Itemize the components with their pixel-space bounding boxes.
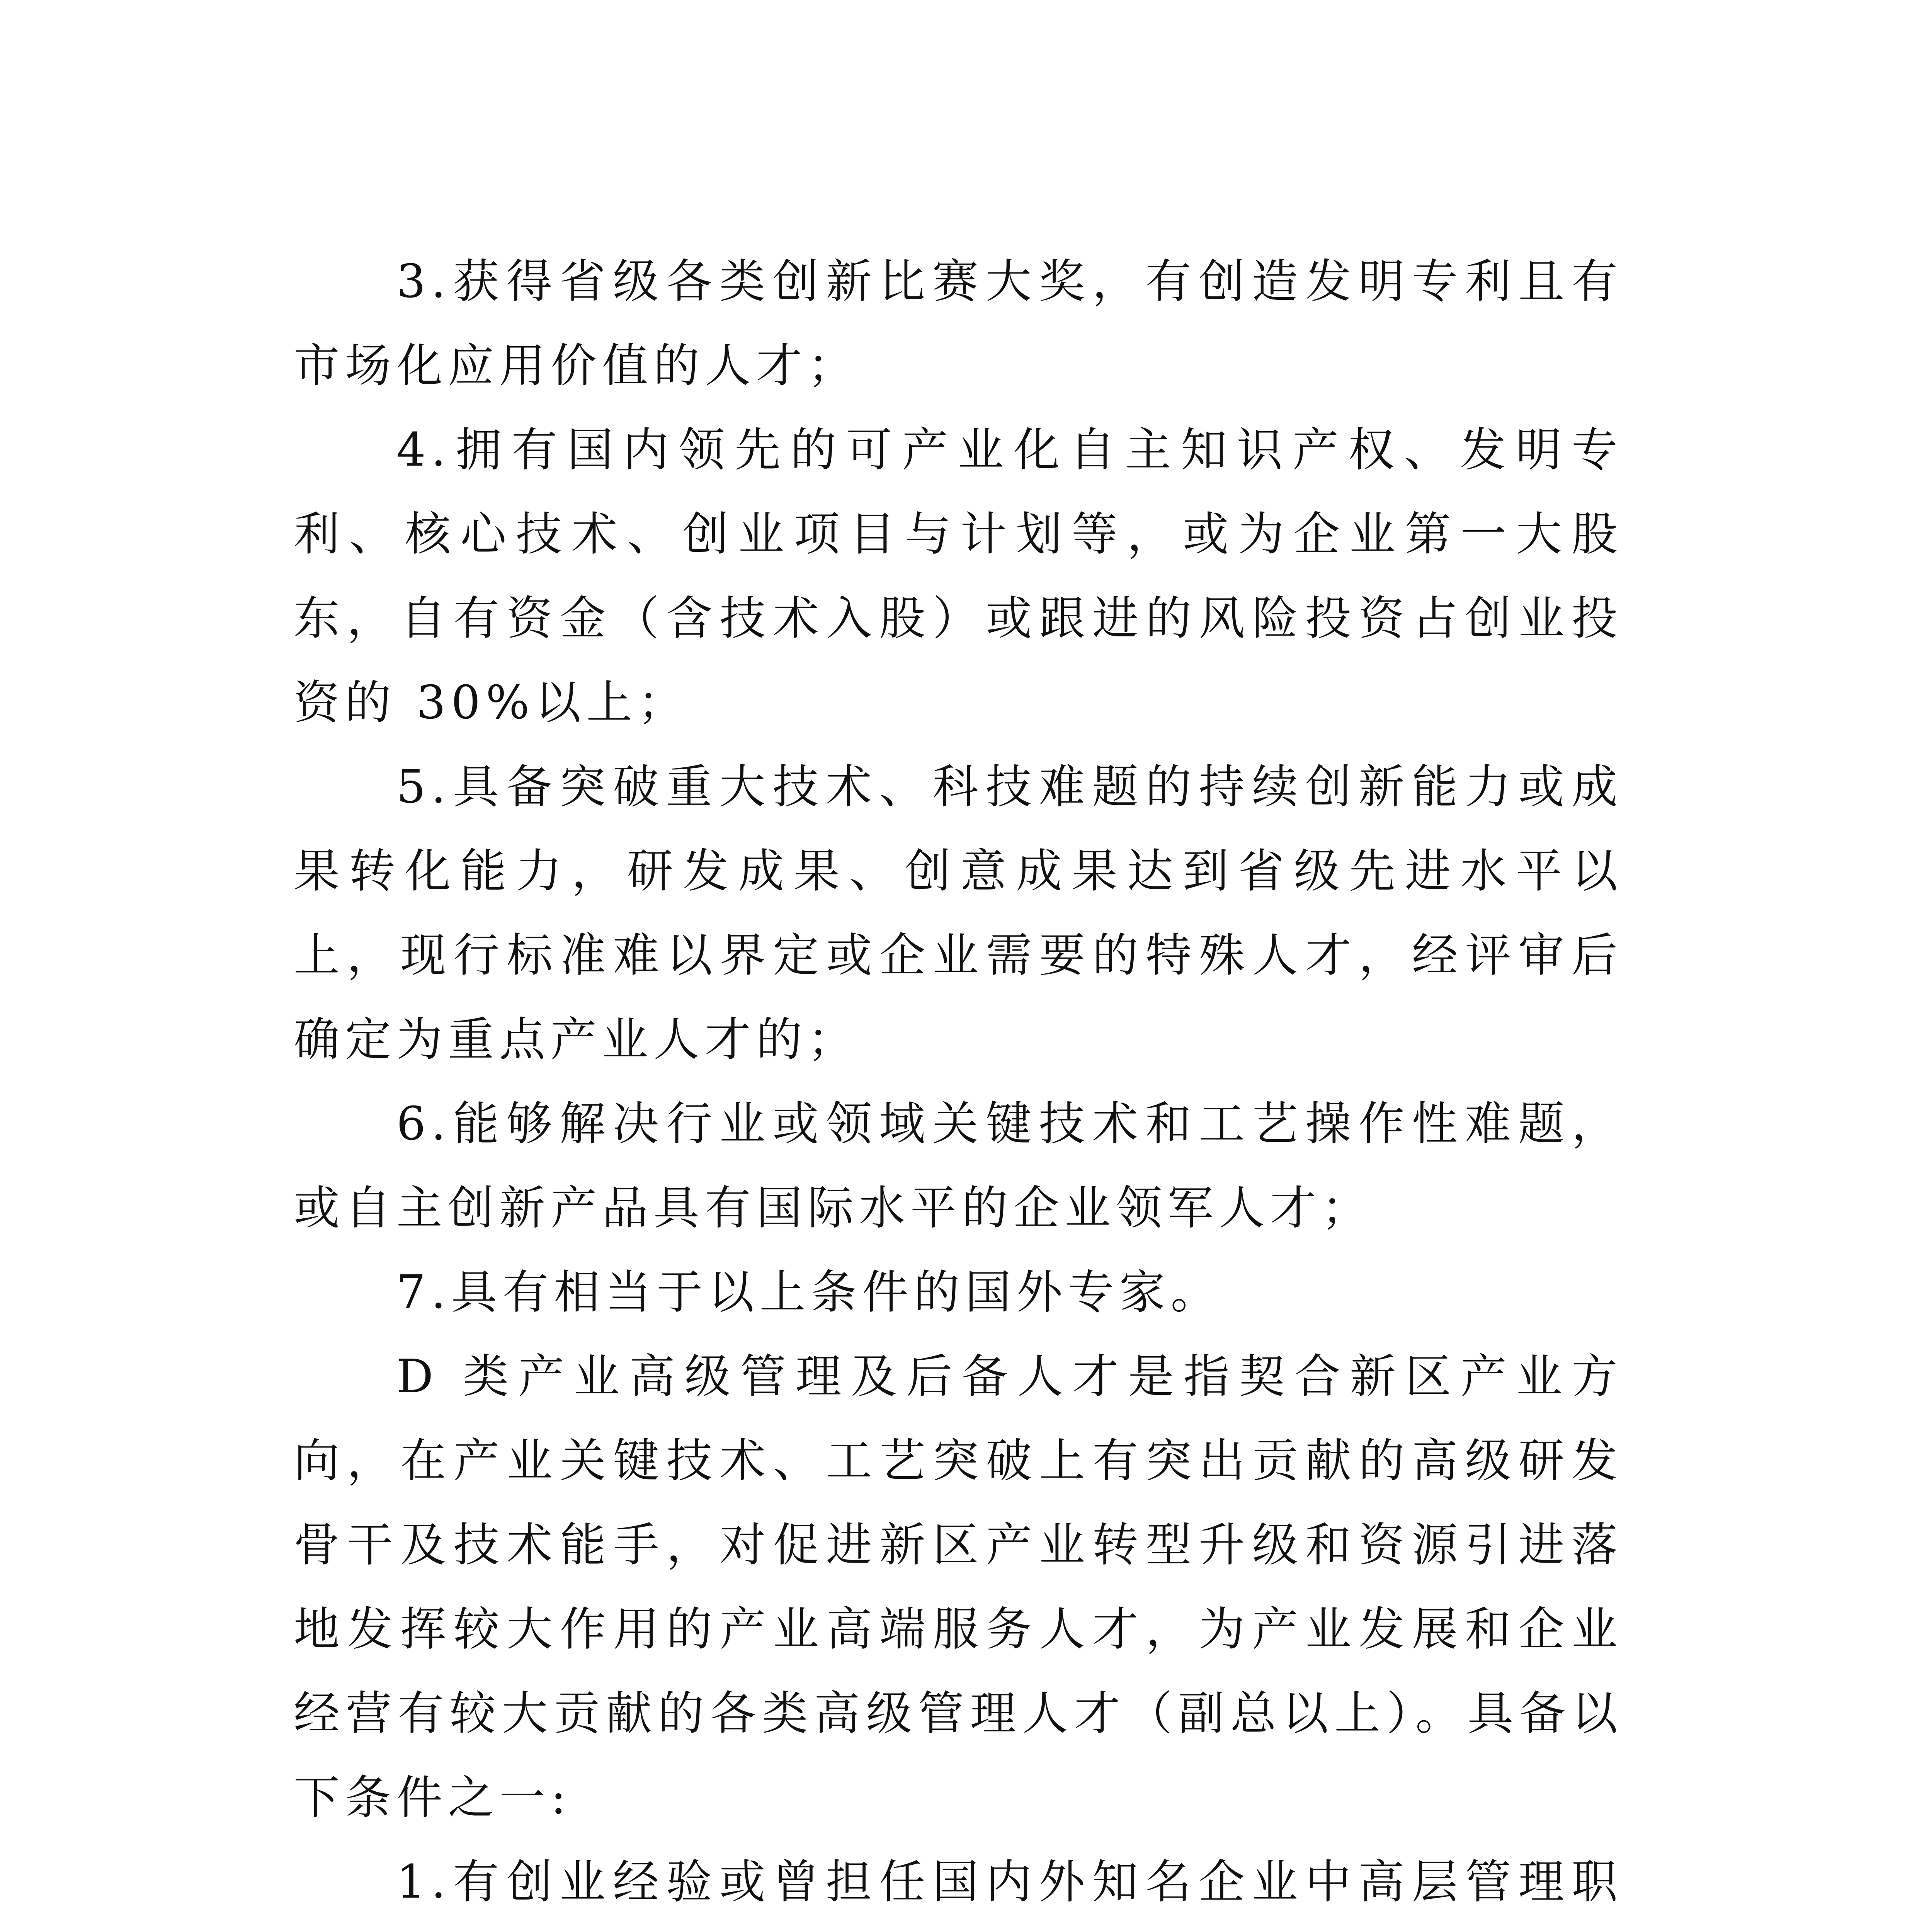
paragraph-category-d: D 类产业高级管理及后备人才是指契合新区产业方向，在产业关键技术、工艺突破上有突出贡献的高级研发骨干及技术能手，对促进新区产业转型升级和资源引进落地发挥较大作用的产业高端服务人才，为产业发展和企业经营有较大贡献的各类高级管理人才（副总以上）。具备以下条件之一: xyxy=(294,1350,1623,1825)
paragraph-item-3: 3.获得省级各类创新比赛大奖，有创造发明专利且有市场化应用价值的人才； xyxy=(294,255,1623,393)
paragraph-d-item-1: 1.有创业经验或曾担任国内外知名企业中高层管理职 xyxy=(396,1855,1623,1909)
paragraph-item-4: 4.拥有国内领先的可产业化自主知识产权、发明专利、核心技术、创业项目与计划等，或为企业第一大股东，自有资金（含技术入股）或跟进的风险投资占创业投资的 30%以上； xyxy=(294,423,1623,730)
paragraph-item-7: 7.具有相当于以上条件的国外专家。 xyxy=(396,1266,1222,1319)
document-body xyxy=(294,240,1623,1932)
paragraph-item-5: 5.具备突破重大技术、科技难题的持续创新能力或成果转化能力，研发成果、创意成果达到省级先进水平以上，现行标准难以界定或企业需要的特殊人才，经评审后确定为重点产业人才的； xyxy=(294,760,1623,1066)
paragraph-item-6: 6.能够解决行业或领域关键技术和工艺操作性难题，或自主创新产品具有国际水平的企业领军人才； xyxy=(294,1097,1623,1235)
